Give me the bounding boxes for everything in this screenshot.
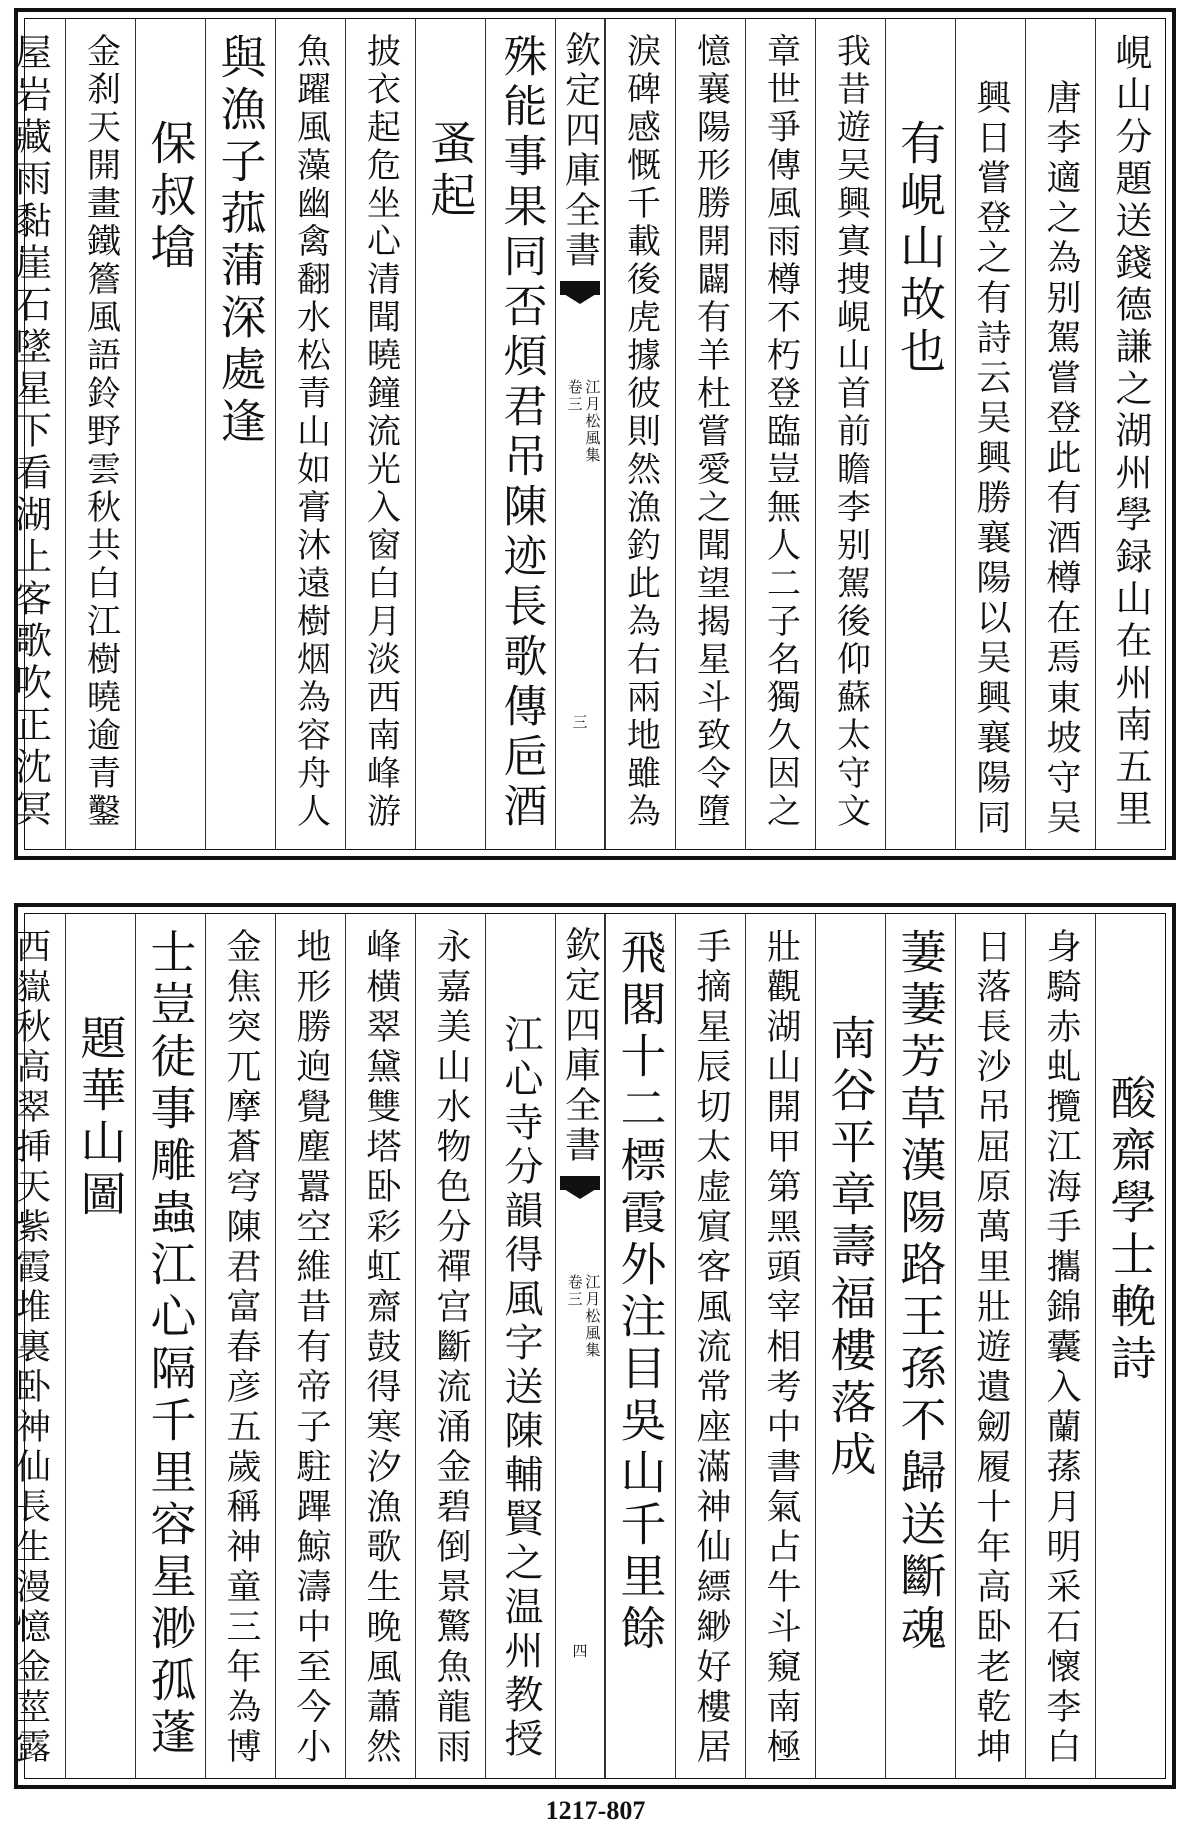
text-column bbox=[675, 914, 745, 1778]
text-column bbox=[485, 19, 555, 849]
text-column bbox=[205, 19, 275, 849]
text-column bbox=[205, 914, 275, 1778]
text-column bbox=[275, 19, 345, 849]
column-text: 我昔遊吴興寘捜峴山首前瞻李别駕後仰蘇太守文 bbox=[830, 33, 871, 831]
column-text: 永嘉美山水物色分禪宫斷流涌金碧倒景驚魚龍雨 bbox=[431, 928, 471, 1768]
banxin-center bbox=[555, 914, 605, 1778]
series-title: 欽定四庫全書 bbox=[559, 926, 601, 1166]
column-text: 飛閣十二標霞外注目吳山千里餘 bbox=[613, 928, 668, 1656]
column-text: 江心寺分韻得風字送陳輔賢之温州教授 bbox=[498, 1014, 543, 1762]
text-column bbox=[65, 19, 135, 849]
banxin-center bbox=[555, 19, 605, 849]
column-text: 唐李適之為别駕嘗登此有酒樽在焉東坡守吴 bbox=[1041, 79, 1081, 839]
column-text: 屋岩藏雨黏崖石墜星下看湖上客歌吹正沈冥 bbox=[8, 33, 52, 831]
column-text: 題華山圖 bbox=[73, 1014, 128, 1222]
column-text: 峴山分題送錢德謙之湖州學録山在州南五里 bbox=[1109, 33, 1152, 831]
column-text: 有峴山故也 bbox=[893, 119, 947, 379]
page-number: 三 bbox=[570, 714, 589, 729]
text-column bbox=[0, 19, 65, 849]
text-column bbox=[415, 914, 485, 1778]
column-text: 日落長沙吊屈原萬里壯遊遺劒履十年高卧老乾坤 bbox=[971, 928, 1011, 1768]
text-column bbox=[65, 914, 135, 1778]
text-column bbox=[605, 914, 675, 1778]
column-text: 憶襄陽形勝開闢有羊杜嘗愛之聞望揭星斗致令墮 bbox=[690, 33, 731, 831]
text-column bbox=[1025, 19, 1095, 849]
text-column bbox=[275, 914, 345, 1778]
column-text: 魚躍風藻幽禽翻水松青山如膏沐遠樹烟為容舟人 bbox=[290, 33, 331, 831]
column-text: 保叔墖 bbox=[143, 119, 198, 275]
column-text: 與漁子菰蒲深處逢 bbox=[213, 33, 268, 449]
column-text: 淚碑感慨千載後虎據彼則然漁釣此為右兩地雖為 bbox=[620, 33, 661, 831]
fishtail-mark bbox=[560, 281, 600, 307]
book-name: 江月松風集 bbox=[583, 379, 602, 464]
text-column bbox=[675, 19, 745, 849]
text-column bbox=[885, 914, 955, 1778]
text-column bbox=[955, 914, 1025, 1778]
page-reference-code: 1217-807 bbox=[545, 1796, 646, 1825]
column-text: 手摘星辰切太虚賔客風流常座滿神仙縹緲好樓居 bbox=[691, 928, 731, 1768]
column-text: 壯觀湖山開甲第黑頭宰相考中書氣占牛斗窺南極 bbox=[761, 928, 801, 1768]
column-text: 章世爭傳風雨樽不朽登臨豈無人二子名獨久因之 bbox=[760, 33, 801, 831]
text-column bbox=[745, 914, 815, 1778]
text-column bbox=[1095, 914, 1165, 1778]
text-column bbox=[885, 19, 955, 849]
column-text: 南谷平章壽福樓落成 bbox=[823, 1014, 878, 1482]
column-text: 地形勝逈覺塵囂空維昔有帝子駐蹕鯨濤中至今小 bbox=[291, 928, 331, 1768]
juan-label: 卷三 bbox=[565, 1274, 584, 1308]
column-text: 萋萋芳草漢陽路王孫不歸送斷魂 bbox=[893, 928, 948, 1656]
bottom-page-frame bbox=[10, 913, 1166, 1779]
column-text: 興日嘗登之有詩云吴興勝襄陽以吴興襄陽同 bbox=[971, 79, 1011, 839]
column-text: 金焦突兀摩蒼穹陳君富春彦五歲稱神童三年為博 bbox=[221, 928, 261, 1768]
text-column bbox=[955, 19, 1025, 849]
text-column bbox=[1025, 914, 1095, 1778]
text-column bbox=[745, 19, 815, 849]
text-column bbox=[345, 914, 415, 1778]
column-text: 殊能事果同否煩君吊陳迹長歌傳巵酒 bbox=[495, 33, 547, 833]
column-text: 西嶽秋高翠挿天紫霞堆裏卧神仙長生漫憶金莖露 bbox=[10, 928, 51, 1768]
top-page-frame bbox=[8, 18, 1166, 850]
top-page bbox=[8, 8, 1176, 860]
text-column bbox=[345, 19, 415, 849]
column-text: 酸齋學士輓詩 bbox=[1103, 1074, 1158, 1386]
series-title: 欽定四庫全書 bbox=[559, 31, 601, 271]
column-text: 蚤起 bbox=[423, 119, 478, 223]
text-column bbox=[415, 19, 485, 849]
book-name: 江月松風集 bbox=[583, 1274, 602, 1359]
text-column bbox=[135, 914, 205, 1778]
page-number: 四 bbox=[570, 1643, 589, 1658]
column-text: 峰横翠黛雙塔卧彩虹齋鼓得寒汐漁歌生晚風蕭然 bbox=[361, 928, 401, 1768]
text-column bbox=[0, 914, 65, 1778]
text-column bbox=[485, 914, 555, 1778]
column-text: 披衣起危坐心清聞曉鐘流光入窗白月淡西南峰游 bbox=[360, 33, 401, 831]
column-text: 身騎赤虬攬江海手攜錦囊入蘭蓀月明采石懷李白 bbox=[1041, 928, 1081, 1768]
text-column bbox=[815, 914, 885, 1778]
text-column bbox=[605, 19, 675, 849]
bottom-page bbox=[10, 903, 1176, 1789]
text-column bbox=[815, 19, 885, 849]
column-text: 士豈徒事雕蟲江心隔千里容星渺孤蓬 bbox=[143, 928, 198, 1760]
text-column bbox=[1095, 19, 1165, 849]
fishtail-mark bbox=[560, 1176, 600, 1202]
juan-label: 卷三 bbox=[565, 379, 584, 413]
column-text: 金刹天開畫鐵簷風語鈴野雲秋共白江樹曉逾青鑿 bbox=[80, 33, 121, 831]
text-column bbox=[135, 19, 205, 849]
